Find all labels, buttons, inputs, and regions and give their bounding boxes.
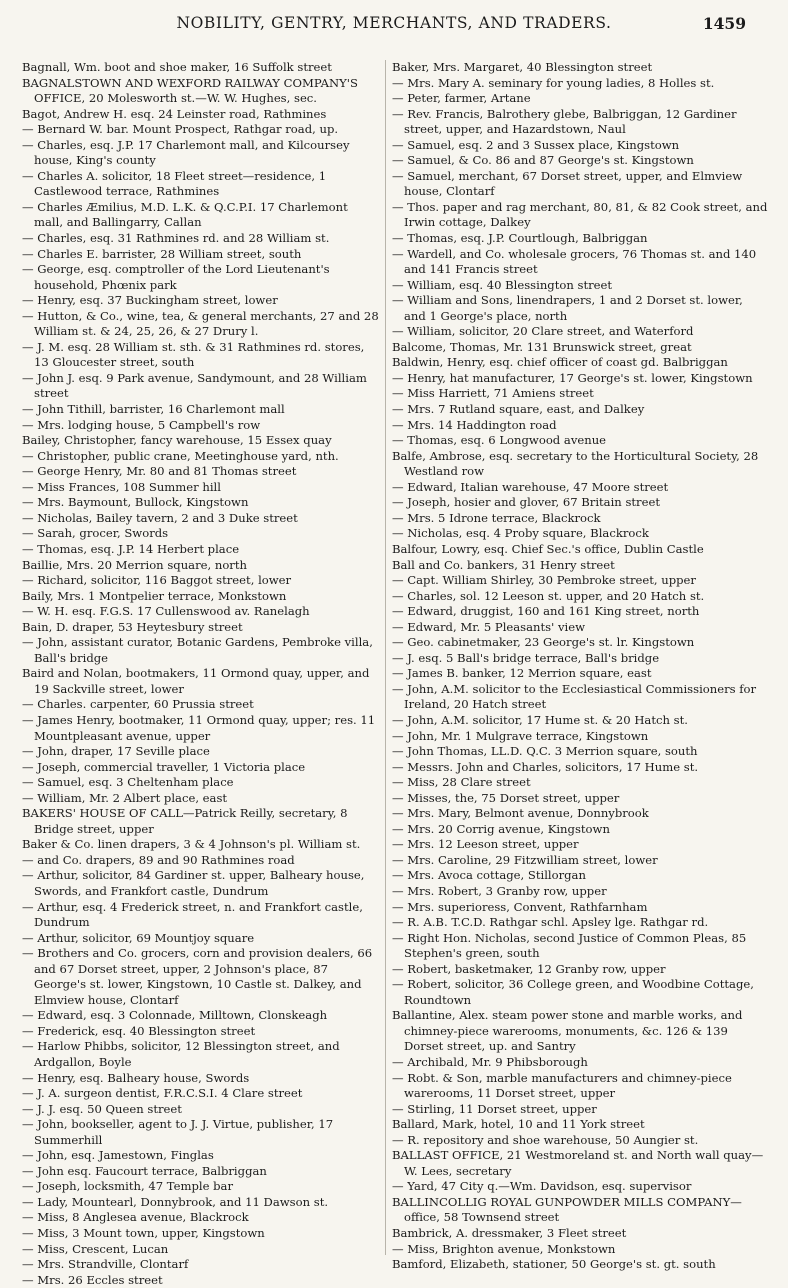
directory-entry: — Edward, Mr. 5 Pleasants' view xyxy=(392,619,586,634)
directory-entry: — J. M. esq. 28 William st. sth. & 31 Rathmines rd. stores, 13 Gloucester street, south xyxy=(22,339,365,370)
directory-entry: Baker & Co. linen drapers, 3 & 4 Johnson's pl. William st. xyxy=(22,837,361,852)
directory-entry: — Miss Harriett, 71 Amiens street xyxy=(392,386,594,401)
directory-entry: — Nicholas, esq. 4 Proby square, Blackrock xyxy=(392,526,649,541)
directory-entry: — Robert, solicitor, 36 College green, and Woodbine Cottage, Roundtown xyxy=(392,977,754,1007)
directory-entry: Baily, Mrs. 1 Montpelier terrace, Monkstown xyxy=(22,588,287,603)
directory-entry: Balcome, Thomas, Mr. 131 Brunswick street, great xyxy=(392,339,692,354)
directory-entry: — Mrs. 14 Haddington road xyxy=(392,417,557,432)
directory-entry: — John, A.M. solicitor to the Ecclesiastical Commissioners for Ireland, 20 Hatch street xyxy=(392,681,757,712)
directory-entry: Baird and Nolan, bootmakers, 11 Ormond quay, upper, and 19 Sackville street, lower xyxy=(22,666,370,696)
directory-entry: Ballantine, Alex. steam power stone and marble works, and chimney-piece warerooms, monuments, &c. 126 & 139 Dorset street, up. and Santry xyxy=(392,1008,743,1054)
directory-entry: — Henry, esq. 37 Buckingham street, lower xyxy=(22,293,278,308)
directory-entry: — Mrs. 12 Leeson street, upper xyxy=(392,837,579,852)
directory-entry: — Stirling, 11 Dorset street, upper xyxy=(392,1101,597,1116)
directory-entry: — Mrs. 7 Rutland square, east, and Dalkey xyxy=(392,402,645,417)
directory-entry: Bamford, Elizabeth, stationer, 50 George's st. gt. south xyxy=(392,1257,716,1272)
directory-entry: — J. J. esq. 50 Queen street xyxy=(22,1101,182,1116)
directory-entry: — Christopher, public crane, Meetinghouse yard, nth. xyxy=(22,448,339,463)
directory-entry: — Richard, solicitor, 116 Baggot street, lower xyxy=(22,573,292,588)
directory-entry: BALLAST OFFICE, 21 Westmoreland st. and North wall quay—W. Lees, secretary xyxy=(392,1148,764,1178)
directory-entry: — Miss, Brighton avenue, Monkstown xyxy=(392,1241,616,1256)
directory-entry: — William, solicitor, 20 Clare street, and Waterford xyxy=(392,324,694,339)
directory-entry: Bailey, Christopher, fancy warehouse, 15 Essex quay xyxy=(22,433,332,448)
directory-entry: Bambrick, A. dressmaker, 3 Fleet street xyxy=(392,1226,627,1241)
directory-entry: — William and Sons, linendrapers, 1 and 2 Dorset st. lower, and 1 George's place, north xyxy=(392,293,743,323)
directory-entry: — J. A. surgeon dentist, F.R.C.S.I. 4 Clare street xyxy=(22,1086,303,1101)
directory-entry: — John, bookseller, agent to J. J. Virtue, publisher, 17 Summerhill xyxy=(22,1117,334,1147)
directory-entry: — Samuel, & Co. 86 and 87 George's st. Kingstown xyxy=(392,153,694,168)
left-column xyxy=(22,60,380,1288)
directory-entry: — Right Hon. Nicholas, second Justice of Common Pleas, 85 Stephen's green, south xyxy=(392,930,747,961)
directory-entry: — Robt. & Son, marble manufacturers and chimney-piece warerooms, 11 Dorset street, upper xyxy=(392,1070,732,1101)
directory-entry: — Miss, Crescent, Lucan xyxy=(22,1241,169,1256)
directory-entry: Ballard, Mark, hotel, 10 and 11 York street xyxy=(392,1117,645,1132)
directory-entry: — Bernard W. bar. Mount Prospect, Rathgar road, up. xyxy=(22,122,339,137)
directory-entry: — Rev. Francis, Balrothery glebe, Balbriggan, 12 Gardiner street, upper, and Hazardstown, Naul xyxy=(392,106,737,137)
directory-entry: — Joseph, commercial traveller, 1 Victoria place xyxy=(22,759,306,774)
directory-entry: — Archibald, Mr. 9 Phibsborough xyxy=(392,1055,588,1069)
directory-entry: — Thomas, esq. J.P. Courtlough, Balbriggan xyxy=(392,231,648,246)
directory-entry: — Mrs. Avoca cottage, Stillorgan xyxy=(392,868,586,883)
directory-entry: — Edward, druggist, 160 and 161 King street, north xyxy=(392,604,700,619)
page-number: 1459 xyxy=(702,14,746,33)
directory-entry: BAKERS' HOUSE OF CALL—Patrick Reilly, secretary, 8 Bridge street, upper xyxy=(22,806,348,836)
directory-entry: Ball and Co. bankers, 31 Henry street xyxy=(392,557,615,572)
directory-entry: — Charles, esq. J.P. 17 Charlemont mall, and Kilcoursey house, King's county xyxy=(22,137,350,168)
directory-entry: — Mrs. Baymount, Bullock, Kingstown xyxy=(22,495,249,510)
directory-entry: — Nicholas, Bailey tavern, 2 and 3 Duke street xyxy=(22,510,298,525)
directory-entry: — Miss, 28 Clare street xyxy=(392,775,531,790)
directory-entry: — Misses, the, 75 Dorset street, upper xyxy=(392,790,620,805)
directory-entry: — Mrs. 5 Idrone terrace, Blackrock xyxy=(392,510,601,525)
directory-entry: — Arthur, solicitor, 69 Mountjoy square xyxy=(22,930,255,945)
directory-entry: — Thomas, esq. 6 Longwood avenue xyxy=(392,433,607,448)
directory-entry: — Geo. cabinetmaker, 23 George's st. lr. Kingstown xyxy=(392,635,695,650)
directory-entry: — Yard, 47 City q.—Wm. Davidson, esq. supervisor xyxy=(392,1179,692,1194)
directory-entry: — Mrs. lodging house, 5 Campbell's row xyxy=(22,417,261,432)
directory-entry: — W. H. esq. F.G.S. 17 Cullenswood av. Ranelagh xyxy=(22,604,310,619)
directory-entry: — John Thomas, LL.D. Q.C. 3 Merrion square, south xyxy=(392,744,698,759)
directory-entry: — Henry, esq. Balheary house, Swords xyxy=(22,1070,250,1085)
directory-entry: — R. A.B. T.C.D. Rathgar schl. Apsley lge. Rathgar rd. xyxy=(392,915,709,930)
directory-entry: — Harlow Phibbs, solicitor, 12 Blessington street, and Ardgallon, Boyle xyxy=(22,1039,340,1069)
directory-entry: — and Co. drapers, 89 and 90 Rathmines road xyxy=(22,852,295,867)
directory-entry: BAGNALSTOWN AND WEXFORD RAILWAY COMPANY'S OFFICE, 20 Molesworth st.—W. W. Hughes, sec. xyxy=(22,75,358,106)
directory-entry: — William, Mr. 2 Albert place, east xyxy=(22,790,228,805)
directory-entry: — Mrs. Robert, 3 Granby row, upper xyxy=(392,883,607,898)
directory-entry: — John, A.M. solicitor, 17 Hume st. & 20 Hatch st. xyxy=(392,712,688,727)
page-header xyxy=(0,14,788,42)
directory-entry: — Henry, hat manufacturer, 17 George's st. lower, Kingstown xyxy=(392,370,753,385)
directory-entry: Bain, D. draper, 53 Heytesbury street xyxy=(22,619,243,634)
directory-entry: — Peter, farmer, Artane xyxy=(392,91,531,106)
directory-entry: — John Tithill, barrister, 16 Charlemont mall xyxy=(22,402,285,417)
directory-entry: Baldwin, Henry, esq. chief officer of coast gd. Balbriggan xyxy=(392,355,728,370)
directory-entry: — Samuel, esq. 2 and 3 Sussex place, Kingstown xyxy=(392,137,680,152)
directory-entry: — Capt. William Shirley, 30 Pembroke street, upper xyxy=(392,573,696,588)
directory-entry: — Brothers and Co. grocers, corn and provision dealers, 66 and 67 Dorset street, upper, 2 Johnson's place, 87 George's st. lower, Kingstown, 10 Castle st. Dalkey, and Elmview house, Clontarf xyxy=(22,946,373,1007)
directory-entry: — James Henry, bootmaker, 11 Ormond quay, upper; res. 11 Mountpleasant avenue, upper xyxy=(22,712,376,743)
directory-entry: — Mrs. 20 Corrig avenue, Kingstown xyxy=(392,821,610,836)
directory-entry: — Joseph, locksmith, 47 Temple bar xyxy=(22,1179,234,1194)
directory-entry: Baillie, Mrs. 20 Merrion square, north xyxy=(22,557,247,572)
directory-entry: — Mrs. superioress, Convent, Rathfarnham xyxy=(392,899,648,914)
directory-entry: — Mrs. Caroline, 29 Fitzwilliam street, lower xyxy=(392,852,658,867)
directory-entry: Balfour, Lowry, esq. Chief Sec.'s office, Dublin Castle xyxy=(392,541,704,556)
directory-entry: — Messrs. John and Charles, solicitors, 17 Hume st. xyxy=(392,759,699,774)
directory-entry: — Charles, sol. 12 Leeson st. upper, and 20 Hatch st. xyxy=(392,588,705,603)
directory-entry: — Sarah, grocer, Swords xyxy=(22,526,169,541)
directory-entry: — Thomas, esq. J.P. 14 Herbert place xyxy=(22,541,240,556)
directory-entry: — Charles Æmilius, M.D. L.K. & Q.C.P.I. 17 Charlemont mall, and Ballingarry, Callan xyxy=(22,199,348,230)
directory-entry: — Lady, Mountearl, Donnybrook, and 11 Dawson st. xyxy=(22,1194,329,1209)
directory-entry: — John esq. Faucourt terrace, Balbriggan xyxy=(22,1163,267,1178)
directory-entry: — Charles E. barrister, 28 William street, south xyxy=(22,246,302,261)
directory-entry: Balfe, Ambrose, esq. secretary to the Horticultural Society, 28 Westland row xyxy=(392,448,759,479)
column-divider xyxy=(385,60,386,1255)
directory-entry: — Edward, esq. 3 Colonnade, Milltown, Clonskeagh xyxy=(22,1008,328,1023)
directory-entry: Bagot, Andrew H. esq. 24 Leinster road, Rathmines xyxy=(22,106,327,121)
directory-entry: — Mrs. Mary, Belmont avenue, Donnybrook xyxy=(392,806,649,821)
directory-entry: — Charles, esq. 31 Rathmines rd. and 28 William st. xyxy=(22,231,330,246)
directory-entry: — Joseph, hosier and glover, 67 Britain street xyxy=(392,495,660,510)
directory-entry: — William, esq. 40 Blessington street xyxy=(392,277,613,292)
directory-entry: — John, assistant curator, Botanic Gardens, Pembroke villa, Ball's bridge xyxy=(22,635,373,665)
directory-entry: — Samuel, esq. 3 Cheltenham place xyxy=(22,775,234,790)
directory-entry: — George Henry, Mr. 80 and 81 Thomas street xyxy=(22,464,297,479)
directory-entry: — Charles A. solicitor, 18 Fleet street—residence, 1 Castlewood terrace, Rathmines xyxy=(22,168,327,199)
directory-entry: — Hutton, & Co., wine, tea, & general merchants, 27 and 28 William st. & 24, 25, 26, & 27 Drury l. xyxy=(22,308,379,339)
directory-entry: — Miss, 3 Mount town, upper, Kingstown xyxy=(22,1226,265,1241)
directory-entry: Bagnall, Wm. boot and shoe maker, 16 Suffolk street xyxy=(22,60,332,74)
directory-entry: — R. repository and shoe warehouse, 50 Aungier st. xyxy=(392,1132,699,1147)
directory-entry: — George, esq. comptroller of the Lord Lieutenant's household, Phœnix park xyxy=(22,262,330,292)
directory-entry: — John, esq. Jamestown, Finglas xyxy=(22,1148,214,1163)
directory-entry: — Thos. paper and rag merchant, 80, 81, & 82 Cook street, and Irwin cottage, Dalkey xyxy=(392,199,768,230)
directory-entry: — Mrs. Mary A. seminary for young ladies, 8 Holles st. xyxy=(392,75,715,90)
right-column xyxy=(392,60,768,1273)
directory-entry: — Wardell, and Co. wholesale grocers, 76 Thomas st. and 140 and 141 Francis street xyxy=(392,246,757,277)
page-title: NOBILITY, GENTRY, MERCHANTS, AND TRADERS. xyxy=(176,14,612,32)
directory-entry: — Arthur, solicitor, 84 Gardiner st. upper, Balheary house, Swords, and Frankfort castle, Dundrum xyxy=(22,868,365,898)
directory-entry: — John, draper, 17 Seville place xyxy=(22,744,210,759)
directory-entry: — J. esq. 5 Ball's bridge terrace, Ball's bridge xyxy=(392,650,660,665)
directory-entry: BALLINCOLLIG ROYAL GUNPOWDER MILLS COMPANY—office, 58 Townsend street xyxy=(392,1194,742,1225)
directory-entry: Baker, Mrs. Margaret, 40 Blessington street xyxy=(392,60,653,74)
directory-entry: — Mrs. 26 Eccles street xyxy=(22,1272,163,1287)
directory-entry: — Edward, Italian warehouse, 47 Moore street xyxy=(392,479,669,494)
directory-entry: — Arthur, esq. 4 Frederick street, n. and Frankfort castle, Dundrum xyxy=(22,899,363,930)
directory-entry: — John J. esq. 9 Park avenue, Sandymount, and 28 William street xyxy=(22,370,367,401)
directory-entry: — James B. banker, 12 Merrion square, east xyxy=(392,666,652,681)
directory-entry: — Charles. carpenter, 60 Prussia street xyxy=(22,697,254,712)
directory-entry: — John, Mr. 1 Mulgrave terrace, Kingstown xyxy=(392,728,649,743)
directory-entry: — Samuel, merchant, 67 Dorset street, upper, and Elmview house, Clontarf xyxy=(392,168,743,199)
directory-entry: — Frederick, esq. 40 Blessington street xyxy=(22,1023,256,1038)
directory-entry: — Miss Frances, 108 Summer hill xyxy=(22,479,221,494)
directory-entry: — Mrs. Strandville, Clontarf xyxy=(22,1257,189,1272)
directory-entry: — Robert, basketmaker, 12 Granby row, upper xyxy=(392,961,666,976)
directory-entry: — Miss, 8 Anglesea avenue, Blackrock xyxy=(22,1210,249,1225)
